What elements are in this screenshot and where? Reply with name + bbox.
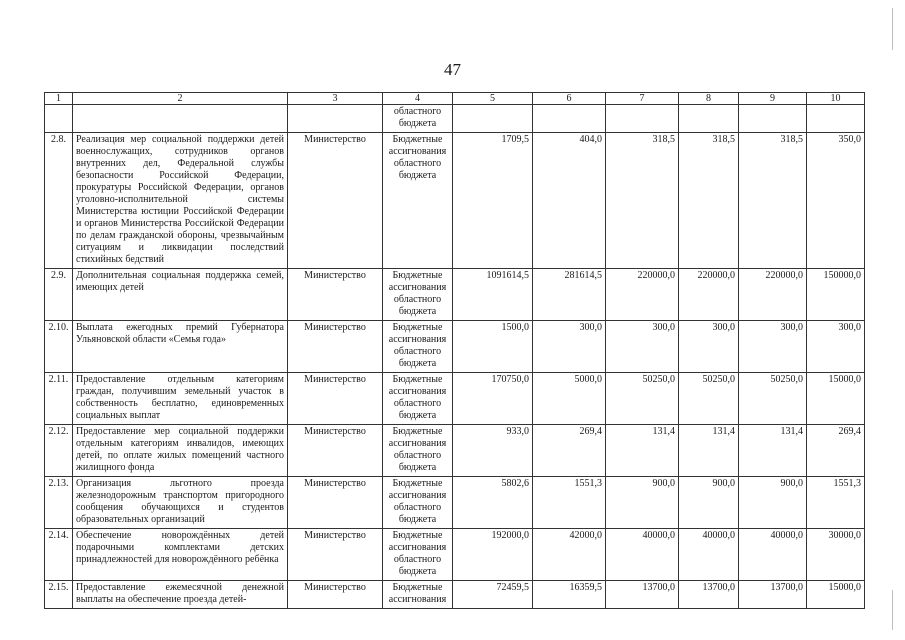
measure-name-cell: Обеспечение новорождённых детей подарочными комплектами детских принадлежностей для новорождённого ребёнка xyxy=(73,529,288,581)
margin-mark-top xyxy=(892,8,893,50)
amount-cell: 1551,3 xyxy=(533,477,606,529)
amount-cell: 42000,0 xyxy=(533,529,606,581)
executor-cell: Министерство xyxy=(288,321,383,373)
row-number-cell: 2.10. xyxy=(45,321,73,373)
amount-cell: 150000,0 xyxy=(807,269,865,321)
table-row xyxy=(45,373,865,425)
amount-cell: 15000,0 xyxy=(807,373,865,425)
amount-cell: 220000,0 xyxy=(739,269,807,321)
amount-cell: 131,4 xyxy=(679,425,739,477)
amount-cell: 350,0 xyxy=(807,133,865,269)
amount-cell: 1500,0 xyxy=(453,321,533,373)
table-row xyxy=(45,477,865,529)
amount-cell: 269,4 xyxy=(533,425,606,477)
table-row xyxy=(45,529,865,581)
amount-cell: 50250,0 xyxy=(739,373,807,425)
source-cell: Бюджетные ассигнования xyxy=(383,581,453,609)
amount-cell: 131,4 xyxy=(606,425,679,477)
source-cell: Бюджетные ассигнования областного бюджета xyxy=(383,133,453,269)
amount-cell: 5000,0 xyxy=(533,373,606,425)
amount-cell: 170750,0 xyxy=(453,373,533,425)
header-cell: 10 xyxy=(807,93,865,105)
amount-cell: 40000,0 xyxy=(679,529,739,581)
measure-name-cell: Выплата ежегодных премий Губернатора Ульяновской области «Семья года» xyxy=(73,321,288,373)
header-row xyxy=(45,93,865,105)
amount-cell: 300,0 xyxy=(807,321,865,373)
measure-name-cell: Предоставление ежемесячной денежной выплаты на обеспечение проезда детей- xyxy=(73,581,288,609)
amount-cell: 220000,0 xyxy=(606,269,679,321)
amount-cell: 13700,0 xyxy=(739,581,807,609)
budget-table xyxy=(44,92,865,609)
amount-cell: 900,0 xyxy=(739,477,807,529)
header-cell: 5 xyxy=(453,93,533,105)
source-cell: Бюджетные ассигнования областного бюджета xyxy=(383,425,453,477)
amount-cell: 269,4 xyxy=(807,425,865,477)
executor-cell: Министерство xyxy=(288,269,383,321)
amount-cell: 318,5 xyxy=(606,133,679,269)
measure-name-cell: Дополнительная социальная поддержка семей, имеющих детей xyxy=(73,269,288,321)
amount-cell: 1709,5 xyxy=(453,133,533,269)
amount-cell: 30000,0 xyxy=(807,529,865,581)
table-row xyxy=(45,425,865,477)
measure-name-cell: Предоставление мер социальной поддержки отдельным категориям инвалидов, имеющих детей, по оплате жилых помещений частного жилищного фонда xyxy=(73,425,288,477)
row-number-cell: 2.9. xyxy=(45,269,73,321)
source-cell: Бюджетные ассигнования областного бюджета xyxy=(383,529,453,581)
header-cell: 8 xyxy=(679,93,739,105)
header-cell: 7 xyxy=(606,93,679,105)
table-row xyxy=(45,133,865,269)
amount-cell: 1551,3 xyxy=(807,477,865,529)
executor-cell: Министерство xyxy=(288,133,383,269)
executor-cell: Министерство xyxy=(288,581,383,609)
row-number-cell: 2.15. xyxy=(45,581,73,609)
amount-cell: 900,0 xyxy=(606,477,679,529)
amount-cell: 318,5 xyxy=(739,133,807,269)
amount-cell: 1091614,5 xyxy=(453,269,533,321)
amount-cell: 40000,0 xyxy=(739,529,807,581)
source-cell: областного бюджета xyxy=(383,105,453,133)
amount-cell: 15000,0 xyxy=(807,581,865,609)
amount-cell: 300,0 xyxy=(679,321,739,373)
executor-cell: Министерство xyxy=(288,529,383,581)
amount-cell: 404,0 xyxy=(533,133,606,269)
executor-cell: Министерство xyxy=(288,373,383,425)
row-number-cell: 2.8. xyxy=(45,133,73,269)
amount-cell: 933,0 xyxy=(453,425,533,477)
header-cell: 6 xyxy=(533,93,606,105)
amount-cell: 300,0 xyxy=(739,321,807,373)
executor-cell: Министерство xyxy=(288,477,383,529)
executor-cell: Министерство xyxy=(288,425,383,477)
amount-cell: 13700,0 xyxy=(679,581,739,609)
header-cell: 3 xyxy=(288,93,383,105)
header-cell: 1 xyxy=(45,93,73,105)
row-number-cell: 2.11. xyxy=(45,373,73,425)
row-number-cell: 2.14. xyxy=(45,529,73,581)
measure-name-cell: Предоставление отдельным категориям граждан, получившим земельный участок в собственность бесплатно, единовременных социальных выплат xyxy=(73,373,288,425)
measure-name-cell: Организация льготного проезда железнодорожным транспортом пригородного сообщения обучающихся и студентов образовательных организаций xyxy=(73,477,288,529)
measure-name-cell: Реализация мер социальной поддержки детей военнослужащих, сотрудников органов внутренних дел, Федеральной службы безопасности Российской Федерации, прокуратуры Российской Федерации, органов уголовно-исполнительной системы Министерства юстиции Российской Федерации и органов Министерства Российской Федерации по делам гражданской обороны, чрезвычайным ситуациям и ликвидации последствий стихийных бедствий xyxy=(73,133,288,269)
header-cell: 9 xyxy=(739,93,807,105)
row-number-cell: 2.13. xyxy=(45,477,73,529)
amount-cell: 281614,5 xyxy=(533,269,606,321)
amount-cell: 16359,5 xyxy=(533,581,606,609)
amount-cell: 318,5 xyxy=(679,133,739,269)
amount-cell: 131,4 xyxy=(739,425,807,477)
table-row xyxy=(45,321,865,373)
amount-cell: 300,0 xyxy=(533,321,606,373)
source-cell: Бюджетные ассигнования областного бюджета xyxy=(383,477,453,529)
row-number-cell: 2.12. xyxy=(45,425,73,477)
source-cell: Бюджетные ассигнования областного бюджета xyxy=(383,373,453,425)
amount-cell: 40000,0 xyxy=(606,529,679,581)
header-cell: 4 xyxy=(383,93,453,105)
page-number: 47 xyxy=(444,60,461,79)
amount-cell: 300,0 xyxy=(606,321,679,373)
source-cell: Бюджетные ассигнования областного бюджета xyxy=(383,269,453,321)
amount-cell: 192000,0 xyxy=(453,529,533,581)
amount-cell: 72459,5 xyxy=(453,581,533,609)
amount-cell: 900,0 xyxy=(679,477,739,529)
amount-cell: 220000,0 xyxy=(679,269,739,321)
header-cell: 2 xyxy=(73,93,288,105)
continuation-row xyxy=(45,105,865,133)
table-row xyxy=(45,269,865,321)
margin-mark-bottom xyxy=(892,590,893,630)
amount-cell: 50250,0 xyxy=(679,373,739,425)
amount-cell: 5802,6 xyxy=(453,477,533,529)
table-row xyxy=(45,581,865,609)
source-cell: Бюджетные ассигнования областного бюджета xyxy=(383,321,453,373)
amount-cell: 50250,0 xyxy=(606,373,679,425)
amount-cell: 13700,0 xyxy=(606,581,679,609)
